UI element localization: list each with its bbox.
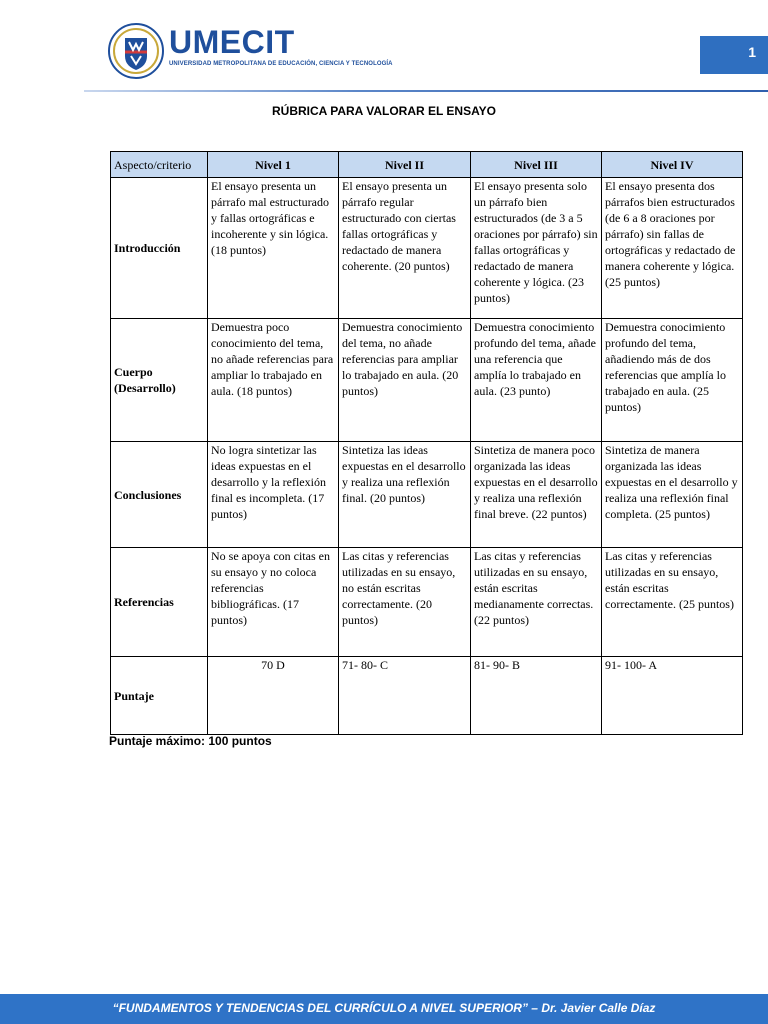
column-header: Nivel IV: [602, 152, 743, 178]
rubric-table: [110, 151, 743, 735]
table-row: [111, 178, 743, 319]
brand-name: UMECIT: [169, 24, 295, 60]
table-cell: Demuestra poco conocimiento del tema, no añade referencias para ampliar lo trabajado en aula. (18 puntos): [208, 319, 339, 442]
page-number: 1: [748, 44, 756, 60]
table-cell: No logra sintetizar las ideas expuestas en el desarrollo y la reflexión final es incompleta. (17 puntos): [208, 442, 339, 548]
row-label: Introducción: [111, 178, 208, 319]
table-cell: 71- 80- C: [339, 657, 471, 735]
table-cell: Sintetiza de manera organizada las ideas expuestas en el desarrollo y realiza una reflexión final completa. (25 puntos): [602, 442, 743, 548]
table-row: [111, 548, 743, 657]
column-header: Aspecto/criterio: [111, 152, 208, 178]
table-cell: Demuestra conocimiento profundo del tema, añadiendo más de dos referencias que amplía lo trabajado en aula. (25 puntos): [602, 319, 743, 442]
table-cell: No se apoya con citas en su ensayo y no coloca referencias bibliográficas. (17 puntos): [208, 548, 339, 657]
footer-text: “FUNDAMENTOS Y TENDENCIAS DEL CURRÍCULO A NIVEL SUPERIOR” – Dr. Javier Calle Díaz: [112, 1001, 656, 1015]
table-cell: Las citas y referencias utilizadas en su ensayo, están escritas medianamente correctas. (22 puntos): [471, 548, 602, 657]
table-cell: El ensayo presenta un párrafo mal estructurado y fallas ortográficas e incoherente y sin lógica. (18 puntos): [208, 178, 339, 319]
crest-icon: [107, 22, 165, 80]
row-label: Cuerpo (Desarrollo): [111, 319, 208, 442]
table-cell: 70 D: [208, 657, 339, 735]
table-row: [111, 657, 743, 735]
column-header: Nivel III: [471, 152, 602, 178]
table-cell: Las citas y referencias utilizadas en su ensayo, están escritas correctamente. (25 puntos): [602, 548, 743, 657]
row-label: Referencias: [111, 548, 208, 657]
table-row: [111, 319, 743, 442]
column-header: Nivel 1: [208, 152, 339, 178]
column-header: Nivel II: [339, 152, 471, 178]
table-cell: El ensayo presenta dos párrafos bien estructurados (de 6 a 8 oraciones por párrafo) sin fallas de ortográficas y redactado de manera coherente y lógica. (25 puntos): [602, 178, 743, 319]
brand-subtitle: UNIVERSIDAD METROPOLITANA DE EDUCACIÓN, CIENCIA Y TECNOLOGÍA: [169, 61, 393, 67]
university-logo: [107, 20, 393, 82]
table-row: [111, 442, 743, 548]
table-cell: Sintetiza de manera poco organizada las ideas expuestas en el desarrollo y realiza una reflexión final breve. (22 puntos): [471, 442, 602, 548]
row-label: Puntaje: [111, 657, 208, 735]
max-score-note: Puntaje máximo: 100 puntos: [109, 734, 272, 748]
table-cell: El ensayo presenta solo un párrafo bien estructurados (de 3 a 5 oraciones por párrafo) sin fallas ortográficas y redactado de manera coherente y lógica. (23 puntos): [471, 178, 602, 319]
table-header-row: [111, 152, 743, 178]
table-cell: El ensayo presenta un párrafo regular estructurado con ciertas fallas ortográficas y redactado de manera coherente. (20 puntos): [339, 178, 471, 319]
table-cell: 91- 100- A: [602, 657, 743, 735]
table-cell: Sintetiza las ideas expuestas en el desarrollo y realiza una reflexión final. (20 puntos): [339, 442, 471, 548]
table-cell: Las citas y referencias utilizadas en su ensayo, no están escritas correctamente. (20 puntos): [339, 548, 471, 657]
table-cell: 81- 90- B: [471, 657, 602, 735]
row-label: Conclusiones: [111, 442, 208, 548]
document-title: RÚBRICA PARA VALORAR EL ENSAYO: [271, 104, 497, 118]
header-rule: [84, 90, 768, 92]
table-cell: Demuestra conocimiento del tema, no añade referencias para ampliar lo trabajado en aula. (20 puntos): [339, 319, 471, 442]
table-cell: Demuestra conocimiento profundo del tema, añade una referencia que amplía lo trabajado en aula. (23 punto): [471, 319, 602, 442]
